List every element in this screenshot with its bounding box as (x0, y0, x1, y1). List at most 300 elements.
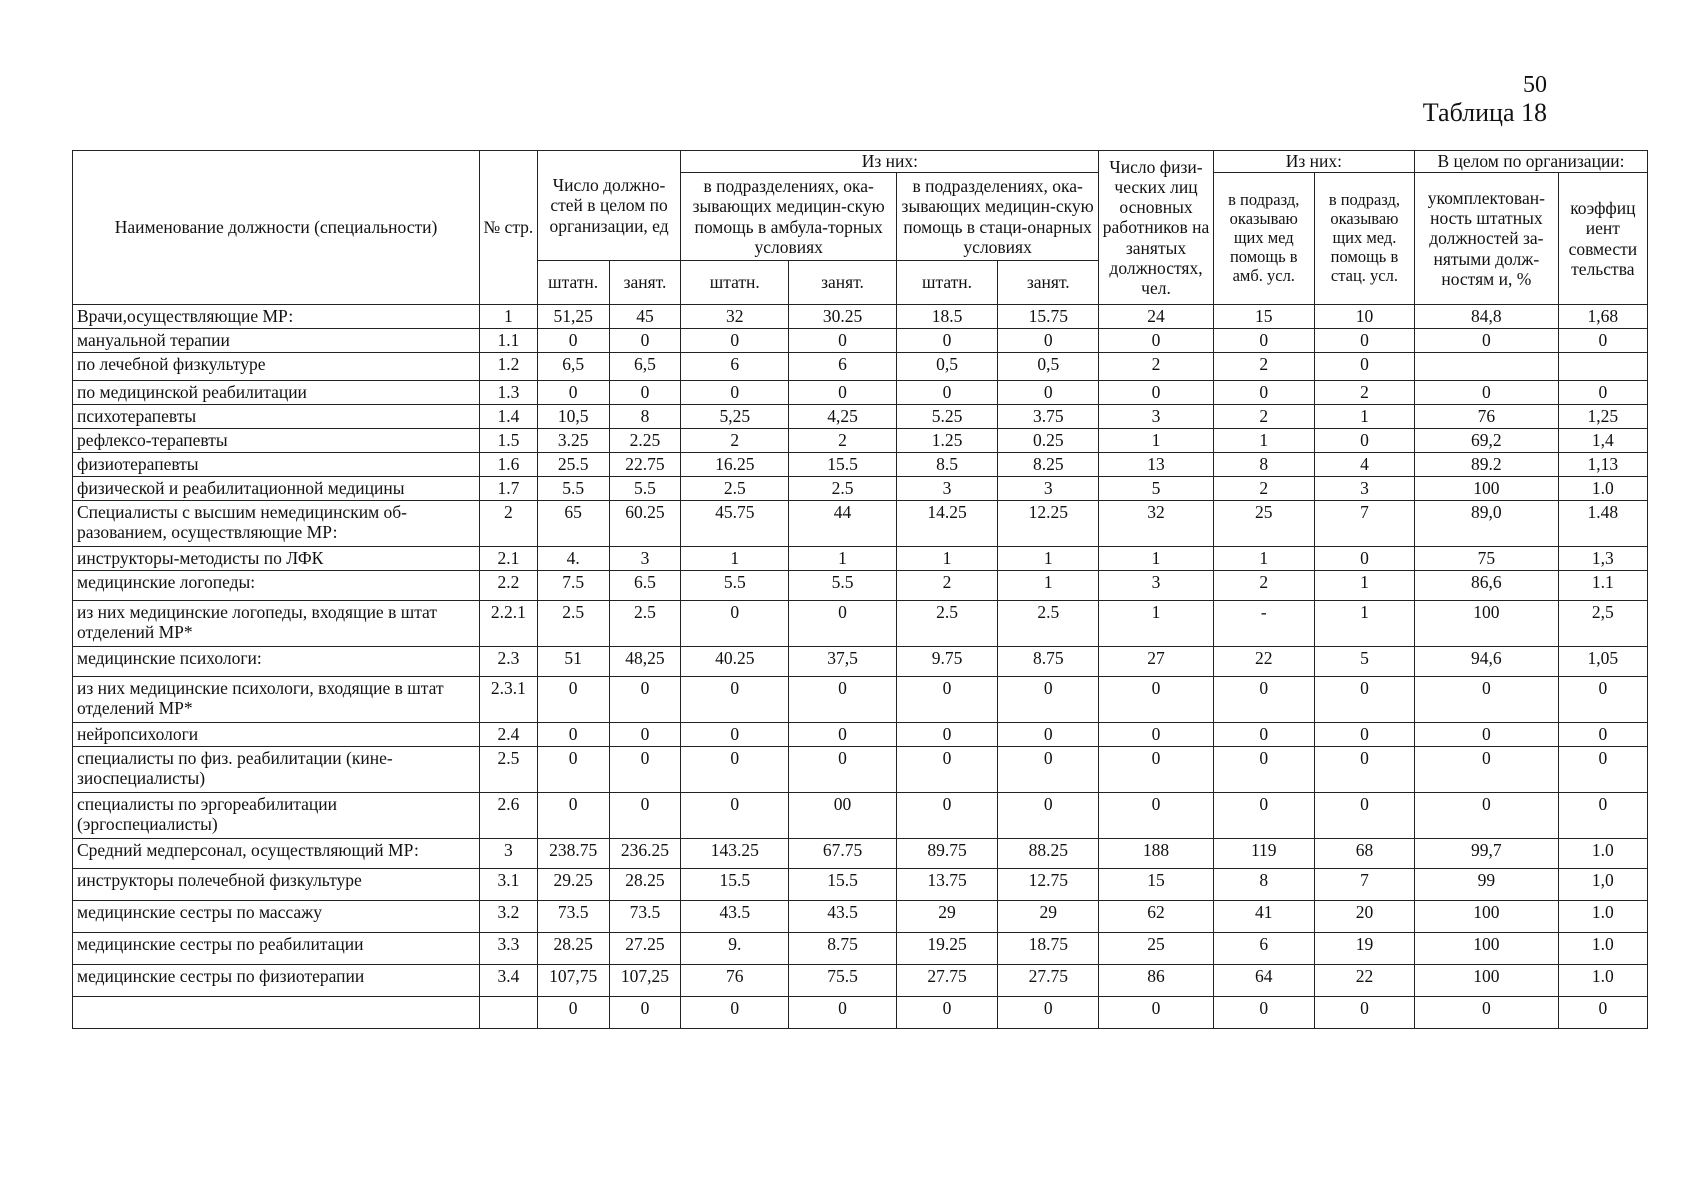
cell-value: 27.25 (609, 933, 681, 965)
header-staff: штатн. (681, 261, 789, 305)
cell-value: 0 (609, 747, 681, 793)
cell-value: 73.5 (609, 901, 681, 933)
cell-value: 0 (681, 793, 789, 839)
cell-value: 0 (1415, 329, 1559, 353)
header-staff: штатн. (896, 261, 997, 305)
cell-value: 8.75 (789, 933, 897, 965)
table-row (73, 677, 1648, 723)
cell-value: 6 (789, 353, 897, 381)
cell-value: 0 (681, 381, 789, 405)
header-ambulatory: в подразделениях, ока-зывающих медицин-скую помощь в амбула-торных условиях (681, 173, 897, 261)
cell-value: 100 (1415, 601, 1559, 647)
cell-value: 14.25 (896, 501, 997, 547)
cell-value: 0 (609, 793, 681, 839)
cell-value: 0 (1558, 747, 1647, 793)
cell-value: 1 (1314, 601, 1414, 647)
cell-value: 15 (1099, 869, 1213, 901)
cell-value: 43.5 (789, 901, 897, 933)
cell-value: 0 (537, 723, 609, 747)
header-inpatient: в подразделениях, ока-зывающих медицин-скую помощь в стаци-онарных условиях (896, 173, 1098, 261)
cell-row-number: 1.7 (480, 477, 538, 501)
cell-row-number (480, 997, 538, 1029)
cell-value: 5.25 (896, 405, 997, 429)
cell-value: 86,6 (1415, 571, 1559, 601)
table-row (73, 477, 1648, 501)
cell-value: 6,5 (609, 353, 681, 381)
cell-value: 1.0 (1558, 933, 1647, 965)
cell-value: 1 (998, 571, 1099, 601)
table-row (73, 547, 1648, 571)
cell-value: 3 (1314, 477, 1414, 501)
header-occupied: занят. (609, 261, 681, 305)
cell-row-number: 2.2.1 (480, 601, 538, 647)
cell-value: 8 (609, 405, 681, 429)
cell-value: 0 (1558, 997, 1647, 1029)
cell-position-name: Средний медперсонал, осуществляющий МР: (73, 839, 480, 869)
cell-value: 0 (1314, 329, 1414, 353)
cell-value: 7.5 (537, 571, 609, 601)
cell-value: 5.5 (537, 477, 609, 501)
cell-value: 100 (1415, 901, 1559, 933)
cell-position-name: мануальной терапии (73, 329, 480, 353)
table-row (73, 429, 1648, 453)
cell-value: 143.25 (681, 839, 789, 869)
cell-value: 48,25 (609, 647, 681, 677)
cell-position-name (73, 997, 480, 1029)
cell-value: 0 (537, 329, 609, 353)
cell-value: 0 (1213, 677, 1314, 723)
cell-value: 19.25 (896, 933, 997, 965)
cell-row-number: 1.1 (480, 329, 538, 353)
cell-value: 2 (789, 429, 897, 453)
cell-value: 2.5 (998, 601, 1099, 647)
cell-row-number: 2.6 (480, 793, 538, 839)
cell-value: 2 (1213, 477, 1314, 501)
cell-value: 100 (1415, 477, 1559, 501)
cell-value: 8 (1213, 453, 1314, 477)
cell-position-name: физической и реабилитационной медицины (73, 477, 480, 501)
header-of-them-2: Из них: (1213, 151, 1414, 173)
header-occupied: занят. (789, 261, 897, 305)
cell-value: 0 (1213, 997, 1314, 1029)
cell-value: 1.0 (1558, 477, 1647, 501)
cell-value: 94,6 (1415, 647, 1559, 677)
cell-value: 0 (896, 793, 997, 839)
cell-value: 1 (998, 547, 1099, 571)
header-occupied: занят. (998, 261, 1099, 305)
cell-value: 89.2 (1415, 453, 1559, 477)
table-row (73, 933, 1648, 965)
cell-value (1558, 353, 1647, 381)
cell-value: 1.48 (1558, 501, 1647, 547)
cell-value: 5 (1099, 477, 1213, 501)
cell-value: 5.5 (609, 477, 681, 501)
cell-value: 29.25 (537, 869, 609, 901)
table-row (73, 381, 1648, 405)
cell-value: 45 (609, 305, 681, 329)
cell-value: 0 (1314, 677, 1414, 723)
cell-value: 2 (1213, 571, 1314, 601)
cell-value: 0 (1099, 793, 1213, 839)
cell-value: 0 (789, 747, 897, 793)
cell-value: 25.5 (537, 453, 609, 477)
header-row-no: № стр. (480, 151, 538, 305)
table-row (73, 601, 1648, 647)
cell-position-name: физиотерапевты (73, 453, 480, 477)
cell-position-name: Специалисты с высшим немедицинским об-разованием, осуществляющие МР: (73, 501, 480, 547)
cell-value: 84,8 (1415, 305, 1559, 329)
cell-value: 0 (998, 677, 1099, 723)
cell-value: 6,5 (537, 353, 609, 381)
table-row (73, 793, 1648, 839)
cell-value: 1,05 (1558, 647, 1647, 677)
cell-row-number: 2.1 (480, 547, 538, 571)
cell-value: 37,5 (789, 647, 897, 677)
cell-value: 9.75 (896, 647, 997, 677)
cell-position-name: медицинские психологи: (73, 647, 480, 677)
cell-position-name: медицинские сестры по массажу (73, 901, 480, 933)
cell-position-name: медицинские сестры по физиотерапии (73, 965, 480, 997)
cell-value: 1,68 (1558, 305, 1647, 329)
table-row (73, 501, 1648, 547)
cell-value: 75 (1415, 547, 1559, 571)
cell-value: 0 (789, 677, 897, 723)
cell-value: 22 (1314, 965, 1414, 997)
cell-value: 9. (681, 933, 789, 965)
cell-value: 2 (681, 429, 789, 453)
cell-row-number: 1.3 (480, 381, 538, 405)
cell-value: 29 (998, 901, 1099, 933)
cell-value: 62 (1099, 901, 1213, 933)
cell-value: 24 (1099, 305, 1213, 329)
cell-value: 1 (1314, 405, 1414, 429)
cell-value: 2.5 (789, 477, 897, 501)
cell-row-number: 1.6 (480, 453, 538, 477)
cell-value: 76 (1415, 405, 1559, 429)
cell-value: 99,7 (1415, 839, 1559, 869)
cell-value: 19 (1314, 933, 1414, 965)
cell-row-number: 1.2 (480, 353, 538, 381)
cell-value: 3 (896, 477, 997, 501)
cell-row-number: 2 (480, 501, 538, 547)
cell-value: 4. (537, 547, 609, 571)
cell-value: 0 (1314, 723, 1414, 747)
cell-value: 7 (1314, 869, 1414, 901)
cell-row-number: 2.5 (480, 747, 538, 793)
cell-value: 8 (1213, 869, 1314, 901)
cell-value: 3 (998, 477, 1099, 501)
cell-value: 89,0 (1415, 501, 1559, 547)
cell-position-name: по медицинской реабилитации (73, 381, 480, 405)
cell-value: 0 (1314, 793, 1414, 839)
cell-value: 1.25 (896, 429, 997, 453)
cell-value: 1.1 (1558, 571, 1647, 601)
header-name: Наименование должности (специальности) (73, 151, 480, 305)
cell-value: 0 (789, 329, 897, 353)
table-row (73, 965, 1648, 997)
header-staff: штатн. (537, 261, 609, 305)
header-org-total: В целом по организации: (1415, 151, 1648, 173)
cell-value: 0 (896, 329, 997, 353)
cell-position-name: по лечебной физкультуре (73, 353, 480, 381)
cell-value: 60.25 (609, 501, 681, 547)
cell-value: 32 (1099, 501, 1213, 547)
staffing-table (72, 150, 1648, 1029)
cell-value: 2 (1213, 405, 1314, 429)
cell-value: 0 (537, 997, 609, 1029)
cell-value: 45.75 (681, 501, 789, 547)
cell-value: 44 (789, 501, 897, 547)
cell-row-number: 1.5 (480, 429, 538, 453)
cell-value: 0 (1558, 677, 1647, 723)
header-persons: Число физи-ческих лиц основных работников на занятых должностях, чел. (1099, 151, 1213, 305)
cell-value: 69,2 (1415, 429, 1559, 453)
cell-value: 25 (1213, 501, 1314, 547)
cell-value: 2 (1314, 381, 1414, 405)
cell-value: 0 (681, 723, 789, 747)
table-row (73, 747, 1648, 793)
cell-value: 3 (1099, 405, 1213, 429)
cell-value: 0,5 (998, 353, 1099, 381)
cell-value: 0 (998, 747, 1099, 793)
header-stat-help: в подразд, оказываю щих мед. помощь в стац. усл. (1314, 173, 1414, 305)
table-row (73, 997, 1648, 1029)
cell-value: 0 (896, 723, 997, 747)
cell-value: 100 (1415, 965, 1559, 997)
cell-value: 0 (789, 601, 897, 647)
cell-value: 8.25 (998, 453, 1099, 477)
cell-value: 6 (681, 353, 789, 381)
header-amb-help: в подразд, оказываю щих мед помощь в амб. усл. (1213, 173, 1314, 305)
cell-value: 73.5 (537, 901, 609, 933)
header-total-positions: Число должно-стей в целом по организации, ед (537, 151, 681, 261)
cell-value: 0 (998, 793, 1099, 839)
cell-value: 25 (1099, 933, 1213, 965)
cell-value: 00 (789, 793, 897, 839)
table-row (73, 329, 1648, 353)
cell-value: 0 (1314, 353, 1414, 381)
cell-value: 0 (1099, 747, 1213, 793)
cell-value: 188 (1099, 839, 1213, 869)
cell-value: 0 (1099, 677, 1213, 723)
cell-row-number: 2.3.1 (480, 677, 538, 723)
cell-value: 0 (1213, 381, 1314, 405)
cell-value: 0 (1415, 997, 1559, 1029)
cell-value: 0 (609, 723, 681, 747)
cell-value: 1 (1213, 547, 1314, 571)
cell-value: 51 (537, 647, 609, 677)
cell-value: 1,25 (1558, 405, 1647, 429)
cell-value: 12.25 (998, 501, 1099, 547)
cell-row-number: 3.2 (480, 901, 538, 933)
cell-value: 0 (1558, 723, 1647, 747)
table-row (73, 869, 1648, 901)
table-row (73, 571, 1648, 601)
cell-value: 8.5 (896, 453, 997, 477)
cell-value: 76 (681, 965, 789, 997)
cell-value: 2.5 (537, 601, 609, 647)
cell-position-name: рефлексо-терапевты (73, 429, 480, 453)
cell-position-name: инструкторы-методисты по ЛФК (73, 547, 480, 571)
cell-value: 0 (1558, 329, 1647, 353)
cell-value: 0 (998, 723, 1099, 747)
cell-value: 0 (681, 329, 789, 353)
cell-value: 8.75 (998, 647, 1099, 677)
cell-value: 28.25 (537, 933, 609, 965)
cell-value: 0 (998, 329, 1099, 353)
table-row (73, 647, 1648, 677)
cell-value: 4 (1314, 453, 1414, 477)
cell-value: 88.25 (998, 839, 1099, 869)
cell-row-number: 3.3 (480, 933, 538, 965)
cell-position-name: нейропсихологи (73, 723, 480, 747)
cell-value: 7 (1314, 501, 1414, 547)
cell-value: 20 (1314, 901, 1414, 933)
cell-value: 5 (1314, 647, 1414, 677)
cell-value: 6.5 (609, 571, 681, 601)
cell-value: 0 (537, 677, 609, 723)
cell-value: 0 (998, 997, 1099, 1029)
cell-value: 0 (998, 381, 1099, 405)
cell-value: 2 (1213, 353, 1314, 381)
cell-value: 2,5 (1558, 601, 1647, 647)
cell-value: 15.5 (789, 453, 897, 477)
cell-value: 0 (537, 747, 609, 793)
table-body (73, 305, 1648, 1029)
table-row (73, 405, 1648, 429)
cell-value: 2.5 (681, 477, 789, 501)
header-staffing: укомплектован-ность штатных должностей за-нятыми долж-ностям и, % (1415, 173, 1559, 305)
cell-value: 6 (1213, 933, 1314, 965)
table-row (73, 901, 1648, 933)
cell-value: 10,5 (537, 405, 609, 429)
cell-value: 5.5 (681, 571, 789, 601)
cell-value: 107,75 (537, 965, 609, 997)
cell-position-name: специалисты по физ. реабилитации (кине-зиоспециалисты) (73, 747, 480, 793)
cell-value: 15.5 (789, 869, 897, 901)
cell-value: 0 (1558, 381, 1647, 405)
cell-value: 0 (609, 677, 681, 723)
cell-value: 27 (1099, 647, 1213, 677)
cell-row-number: 3 (480, 839, 538, 869)
cell-value: 0 (1415, 381, 1559, 405)
cell-position-name: инструкторы полечебной физкультуре (73, 869, 480, 901)
cell-value: 28.25 (609, 869, 681, 901)
cell-value: 0 (1314, 547, 1414, 571)
cell-value (1415, 353, 1559, 381)
cell-value: 0 (1099, 723, 1213, 747)
cell-value: 0 (896, 997, 997, 1029)
cell-value: 2 (896, 571, 997, 601)
cell-value: 15.5 (681, 869, 789, 901)
table-row (73, 723, 1648, 747)
cell-value: 51,25 (537, 305, 609, 329)
cell-value: 100 (1415, 933, 1559, 965)
cell-value: 40.25 (681, 647, 789, 677)
cell-value: 0 (609, 381, 681, 405)
cell-value: 15.75 (998, 305, 1099, 329)
cell-value: 3.75 (998, 405, 1099, 429)
cell-value: 68 (1314, 839, 1414, 869)
cell-value: 1 (1099, 601, 1213, 647)
cell-position-name: из них медицинские психологи, входящие в штат отделений МР* (73, 677, 480, 723)
cell-value: 22 (1213, 647, 1314, 677)
cell-value: 0 (1415, 747, 1559, 793)
cell-value: 18.75 (998, 933, 1099, 965)
cell-value: 0.25 (998, 429, 1099, 453)
page-number: 50 (1523, 72, 1547, 98)
cell-value: 0 (537, 381, 609, 405)
table-title: Таблица 18 (1422, 98, 1547, 127)
cell-value: 0,5 (896, 353, 997, 381)
cell-value: 1 (1314, 571, 1414, 601)
cell-value: 0 (789, 381, 897, 405)
cell-value: 15 (1213, 305, 1314, 329)
cell-value: 1 (1099, 429, 1213, 453)
cell-value: 99 (1415, 869, 1559, 901)
cell-value: 5.5 (789, 571, 897, 601)
cell-value: 0 (681, 747, 789, 793)
cell-value: 0 (1099, 997, 1213, 1029)
table-row (73, 305, 1648, 329)
cell-position-name: Врачи,осуществляющие МР: (73, 305, 480, 329)
cell-value: 0 (609, 329, 681, 353)
cell-value: 0 (681, 601, 789, 647)
cell-value: 0 (1213, 723, 1314, 747)
table-row (73, 353, 1648, 381)
cell-value: 0 (896, 381, 997, 405)
header-of-them-1: Из них: (681, 151, 1099, 173)
cell-value: 13.75 (896, 869, 997, 901)
cell-value: 10 (1314, 305, 1414, 329)
cell-value: 0 (537, 793, 609, 839)
cell-value: 16.25 (681, 453, 789, 477)
cell-value: 2.5 (896, 601, 997, 647)
cell-position-name: медицинские логопеды: (73, 571, 480, 601)
cell-value: 18.5 (896, 305, 997, 329)
cell-value: 29 (896, 901, 997, 933)
cell-row-number: 2.3 (480, 647, 538, 677)
cell-value: 2.5 (609, 601, 681, 647)
cell-value: 0 (609, 997, 681, 1029)
cell-value: 1 (681, 547, 789, 571)
cell-row-number: 3.1 (480, 869, 538, 901)
cell-value: - (1213, 601, 1314, 647)
cell-position-name: специалисты по эргореабилитации (эргоспециалисты) (73, 793, 480, 839)
cell-value: 238.75 (537, 839, 609, 869)
cell-row-number: 1.4 (480, 405, 538, 429)
cell-value: 89.75 (896, 839, 997, 869)
cell-value: 1.0 (1558, 965, 1647, 997)
cell-position-name: психотерапевты (73, 405, 480, 429)
cell-value: 13 (1099, 453, 1213, 477)
cell-value: 1 (1099, 547, 1213, 571)
cell-value: 0 (681, 677, 789, 723)
cell-value: 12.75 (998, 869, 1099, 901)
cell-value: 3 (609, 547, 681, 571)
cell-value: 1 (896, 547, 997, 571)
cell-value: 119 (1213, 839, 1314, 869)
cell-value: 2.25 (609, 429, 681, 453)
table-row (73, 839, 1648, 869)
cell-value: 1,4 (1558, 429, 1647, 453)
cell-value: 3 (1099, 571, 1213, 601)
cell-value: 0 (681, 997, 789, 1029)
cell-value: 0 (789, 723, 897, 747)
cell-value: 75.5 (789, 965, 897, 997)
table-row (73, 453, 1648, 477)
cell-row-number: 1 (480, 305, 538, 329)
